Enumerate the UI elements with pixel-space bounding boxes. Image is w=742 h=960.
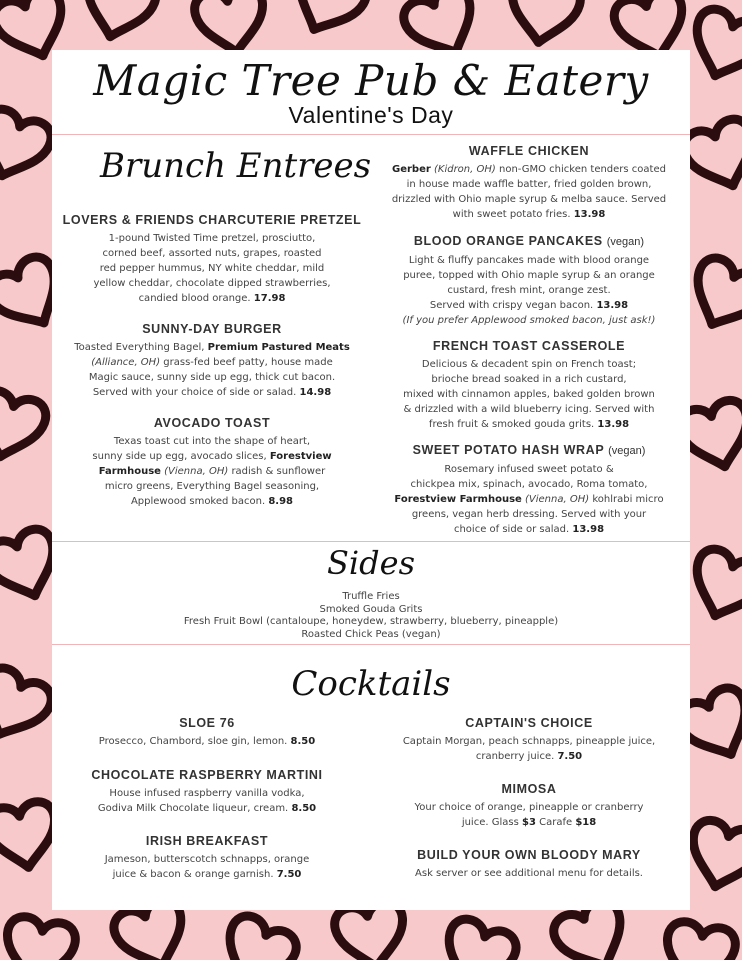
brunch-divider — [52, 541, 690, 542]
item-name: CAPTAIN'S CHOICE — [465, 716, 593, 730]
item-note: (If you prefer Applewood smoked bacon, just ask!) — [402, 315, 656, 326]
item-price: 13.98 — [573, 209, 606, 220]
cocktail-mimosa: MIMOSA Your choice of orange, pineapple or cranberry juice. Glass $3 Carafe $18 — [374, 782, 684, 830]
restaurant-name: Magic Tree Pub & Eatery — [93, 56, 649, 105]
menu-item-waffle-chicken: WAFFLE CHICKEN Gerber (Kidron, OH) non-GMO chicken tenders coated in house made waffle batter, fried golden brown, drizzled with Ohio maple syrup & melba sauce. Served with sweet potato fries. 13.98 — [374, 144, 684, 222]
item-price: 17.98 — [253, 293, 286, 304]
cocktail-sloe-76: SLOE 76 Prosecco, Chambord, sloe gin, lemon. 8.50 — [57, 716, 357, 749]
cocktail-chocolate-raspberry-martini: CHOCOLATE RASPBERRY MARTINI House infused raspberry vanilla vodka, Godiva Milk Chocolate liqueur, cream. 8.50 — [57, 768, 357, 816]
event-name: Valentine's Day — [288, 102, 454, 128]
section-title-brunch: Brunch Entrees — [100, 146, 372, 186]
cocktail-bloody-mary: BUILD YOUR OWN BLOODY MARY Ask server or see additional menu for details. — [374, 848, 684, 881]
menu-item-french-toast-casserole: FRENCH TOAST CASSEROLE Delicious & decadent spin on French toast; brioche bread soaked in a rich custard, mixed with cinnamon apples, baked golden brown & drizzled with a wild blueberry icing. Served with fresh fruit & smoked gouda grits. 13.98 — [374, 339, 684, 432]
item-name: AVOCADO TOAST — [153, 416, 271, 430]
cocktail-irish-breakfast: IRISH BREAKFAST Jameson, butterscotch schnapps, orange juice & bacon & orange garnish. 7.50 — [57, 834, 357, 882]
vegan-tag: (vegan) — [606, 236, 645, 248]
section-title-cocktails: Cocktails — [291, 664, 451, 704]
menu-item-sweet-potato-hash-wrap: SWEET POTATO HASH WRAP (vegan) Rosemary infused sweet potato & chickpea mix, spinach, avocado, Roma tomato, Forestview Farmhouse (Vienna, OH) kohlrabi micro greens, vegan herb dressing. Served with your choice of side or salad. 13.98 — [394, 443, 664, 535]
item-name: WAFFLE CHICKEN — [468, 144, 590, 158]
menu-item-charcuterie-pretzel: LOVERS & FRIENDS CHARCUTERIE PRETZEL 1-pound Twisted Time pretzel, prosciutto, corned beef, assorted nuts, grapes, roasted red pepper hummus, NY white cheddar, mild yellow cheddar, chocolate dipped strawberries, candied blood orange. 17.98 — [62, 213, 362, 304]
item-name: SWEET POTATO HASH WRAP — [412, 443, 605, 457]
item-name: CHOCOLATE RASPBERRY MARTINI — [91, 768, 323, 782]
glass-price: $3 — [521, 817, 536, 828]
item-price: 13.98 — [597, 419, 630, 430]
sides-divider — [52, 644, 690, 645]
list-item: Truffle Fries — [342, 591, 400, 602]
item-price: 8.50 — [291, 803, 317, 814]
item-price: 14.98 — [299, 387, 332, 398]
item-price: 7.50 — [557, 751, 583, 762]
item-name: SLOE 76 — [179, 716, 235, 730]
menu-item-sunny-day-burger: SUNNY-DAY BURGER Toasted Everything Bagel, Premium Pastured Meats (Alliance, OH) grass-fed beef patty, house made Magic sauce, sunny side up egg, thick cut bacon. Served with your choice of side or salad. 14.98 — [62, 322, 362, 400]
header-divider — [52, 134, 690, 135]
sides-list — [52, 591, 690, 641]
menu-item-avocado-toast: AVOCADO TOAST Texas toast cut into the shape of heart, sunny side up egg, avocado slices, Forestview Farmhouse (Vienna, OH) radish & sunflower micro greens, Everything Bagel seasoning, Applewood smoked bacon. 8.98 — [62, 416, 362, 509]
item-name: BLOOD ORANGE PANCAKES — [413, 234, 603, 248]
item-name: IRISH BREAKFAST — [145, 834, 269, 848]
item-name: LOVERS & FRIENDS CHARCUTERIE PRETZEL — [62, 213, 362, 227]
item-price: 8.50 — [290, 736, 316, 747]
menu-card — [52, 50, 690, 910]
item-price: 7.50 — [276, 869, 302, 880]
list-item: Roasted Chick Peas (vegan) — [301, 628, 441, 640]
item-price: 13.98 — [596, 300, 629, 311]
list-item: Fresh Fruit Bowl (cantaloupe, honeydew, strawberry, blueberry, pineapple) — [183, 616, 559, 627]
menu-header — [52, 50, 690, 134]
list-item: Smoked Gouda Grits — [319, 603, 423, 615]
item-price: 13.98 — [572, 524, 605, 535]
item-price: 8.98 — [268, 496, 294, 507]
menu-item-blood-orange-pancakes: BLOOD ORANGE PANCAKES (vegan) Light & fluffy pancakes made with blood orange puree, topped with Ohio maple syrup & an orange custard, fresh mint, orange zest. Served with crispy vegan bacon. 13.98 (If you prefer Applewood smoked bacon, just ask!) — [402, 234, 656, 326]
section-title-sides: Sides — [327, 544, 415, 582]
carafe-price: $18 — [575, 817, 597, 828]
cocktail-captains-choice: CAPTAIN'S CHOICE Captain Morgan, peach schnapps, pineapple juice, cranberry juice. 7.50 — [374, 716, 684, 764]
item-name: SUNNY-DAY BURGER — [142, 322, 282, 336]
item-name: MIMOSA — [501, 782, 557, 796]
vegan-tag: (vegan) — [608, 445, 646, 457]
item-name: FRENCH TOAST CASSEROLE — [432, 339, 626, 353]
item-name: BUILD YOUR OWN BLOODY MARY — [417, 848, 641, 862]
